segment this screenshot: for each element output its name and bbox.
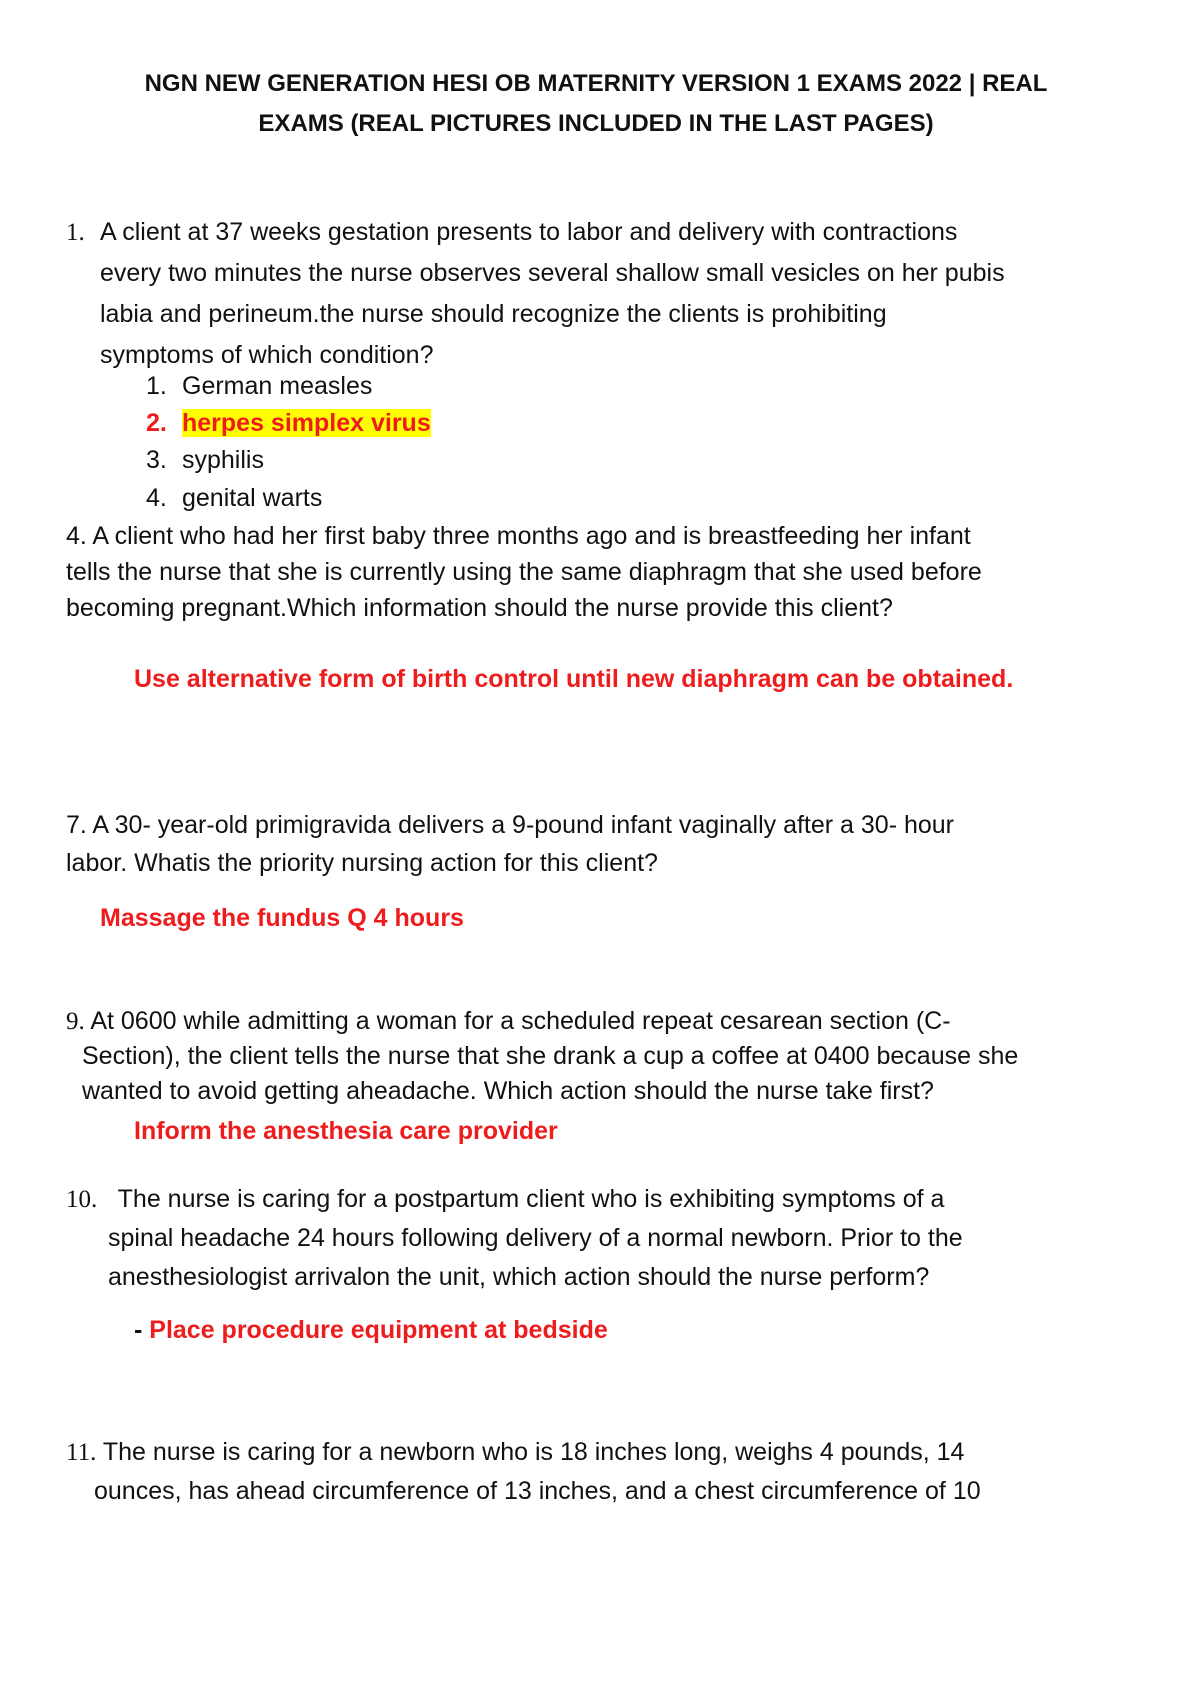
option-number: 3. xyxy=(146,446,167,474)
option-number: 1. xyxy=(146,372,167,400)
answer-4: Use alternative form of birth control until new diaphragm can be obtained. xyxy=(134,665,1014,693)
question-1 xyxy=(66,212,85,253)
question-11 xyxy=(66,1433,1146,1511)
answer-9: Inform the anesthesia care provider xyxy=(134,1117,558,1145)
question-line: labia and perineum.the nurse should recognize the clients is prohibiting xyxy=(100,300,887,328)
question-line: every two minutes the nurse observes several shallow small vesicles on her pubis xyxy=(100,259,1005,287)
option-text: German measles xyxy=(182,372,373,400)
title-line-1: NGN NEW GENERATION HESI OB MATERNITY VERSION 1 EXAMS 2022 | REAL xyxy=(144,70,1048,97)
question-line: At 0600 while admitting a woman for a scheduled repeat cesarean section (C- xyxy=(90,1007,951,1035)
question-line: anesthesiologist arrivalon the unit, which action should the nurse perform? xyxy=(108,1263,930,1291)
answer-10 xyxy=(134,1311,608,1349)
option-text: syphilis xyxy=(182,446,264,474)
question-line: 4. A client who had her first baby three months ago and is breastfeeding her infant xyxy=(66,522,971,550)
question-number: 9. xyxy=(66,1008,85,1035)
option-text: genital warts xyxy=(182,484,323,512)
question-line: becoming pregnant.Which information should the nurse provide this client? xyxy=(66,594,893,622)
option-4 xyxy=(146,478,322,518)
page-title xyxy=(40,64,1152,144)
question-line: Section), the client tells the nurse that she drank a cup a coffee at 0400 because she xyxy=(82,1042,1019,1070)
question-line: The nurse is caring for a newborn who is 18 inches long, weighs 4 pounds, 14 xyxy=(102,1438,965,1466)
answer-dash: - xyxy=(134,1316,150,1344)
answer-7: Massage the fundus Q 4 hours xyxy=(100,904,464,932)
highlighted-answer: herpes simplex virus xyxy=(182,409,431,437)
question-9 xyxy=(66,1004,1146,1109)
question-4 xyxy=(66,518,1126,626)
question-line: spinal headache 24 hours following delivery of a normal newborn. Prior to the xyxy=(108,1224,963,1252)
question-line: A client at 37 weeks gestation presents to labor and delivery with contractions xyxy=(100,218,958,246)
question-1-text xyxy=(100,212,1100,376)
option-number: 4. xyxy=(146,484,167,512)
question-line: labor. Whatis the priority nursing action for this client? xyxy=(66,849,658,877)
question-number: 1. xyxy=(66,219,85,246)
question-line: ounces, has ahead circumference of 13 inches, and a chest circumference of 10 xyxy=(94,1477,981,1505)
question-number: 11. xyxy=(66,1439,97,1466)
question-line: wanted to avoid getting aheadache. Which action should the nurse take first? xyxy=(82,1077,934,1105)
question-number: 10. xyxy=(66,1186,98,1213)
question-line: 7. A 30- year-old primigravida delivers a 9-pound infant vaginally after a 30- hour xyxy=(66,811,955,839)
question-line: tells the nurse that she is currently using the same diaphragm that she used before xyxy=(66,558,982,586)
option-2-correct xyxy=(146,403,431,443)
option-1 xyxy=(146,366,372,406)
question-line: symptoms of which condition? xyxy=(100,341,434,369)
answer-text: Place procedure equipment at bedside xyxy=(149,1316,608,1344)
option-3 xyxy=(146,440,264,480)
question-7 xyxy=(66,806,1126,882)
option-number: 2. xyxy=(146,409,167,437)
question-10 xyxy=(66,1180,1126,1297)
question-line: The nurse is caring for a postpartum client who is exhibiting symptoms of a xyxy=(117,1185,945,1213)
title-line-2: EXAMS (REAL PICTURES INCLUDED IN THE LAST PAGES) xyxy=(258,110,934,137)
